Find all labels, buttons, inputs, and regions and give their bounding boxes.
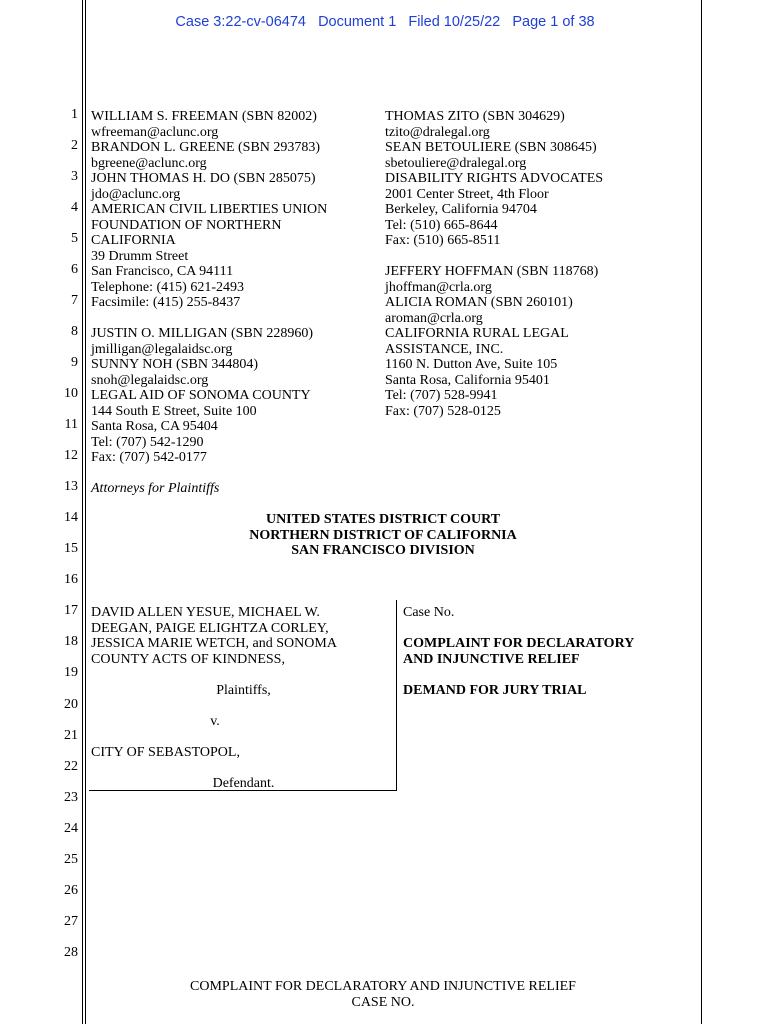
line-number: 18 xyxy=(64,634,78,649)
counsel-line: Santa Rosa, CA 95404 xyxy=(91,419,218,434)
counsel-line: sbetouliere@dralegal.org xyxy=(385,155,527,171)
counsel-line: THOMAS ZITO (SBN 304629) xyxy=(385,109,565,124)
left-counsel-block xyxy=(91,109,327,466)
counsel-line: Tel: (707) 542-1290 xyxy=(91,434,204,450)
footer-case-no: CASE NO. xyxy=(351,995,415,1010)
plaintiffs-line: JESSICA MARIE WETCH, and SONOMA xyxy=(91,636,337,651)
line-number: 11 xyxy=(64,417,78,432)
court-district: NORTHERN DISTRICT OF CALIFORNIA xyxy=(249,527,517,543)
line-number: 22 xyxy=(64,759,78,774)
counsel-line: JEFFERY HOFFMAN (SBN 118768) xyxy=(385,264,599,279)
attorneys-for-plaintiffs: Attorneys for Plaintiffs xyxy=(91,481,220,496)
counsel-line: 144 South E Street, Suite 100 xyxy=(91,403,257,419)
line-number: 17 xyxy=(64,603,78,618)
line-number: 3 xyxy=(71,169,78,184)
counsel-line: wfreeman@aclunc.org xyxy=(91,124,219,140)
line-number: 13 xyxy=(64,479,78,494)
footer-title: COMPLAINT FOR DECLARATORY AND INJUNCTIVE RELIEF xyxy=(190,979,576,994)
line-number: 9 xyxy=(71,355,78,370)
counsel-line: Santa Rosa, California 95401 xyxy=(385,372,550,388)
counsel-line: AMERICAN CIVIL LIBERTIES UNION xyxy=(91,202,328,217)
line-number: 5 xyxy=(71,231,78,246)
plaintiffs-line: DEEGAN, PAIGE ELIGHTZA CORLEY, xyxy=(91,620,329,636)
counsel-line: Telephone: (415) 621-2493 xyxy=(91,279,244,295)
counsel-line: tzito@dralegal.org xyxy=(385,124,490,140)
line-number: 21 xyxy=(64,728,78,743)
line-number: 15 xyxy=(64,541,78,556)
versus-label: v. xyxy=(210,714,220,729)
counsel-line: DISABILITY RIGHTS ADVOCATES xyxy=(385,171,604,186)
counsel-line: jmilligan@legalaidsc.org xyxy=(91,341,233,357)
counsel-line: JOHN THOMAS H. DO (SBN 285075) xyxy=(91,171,316,186)
right-counsel-block xyxy=(385,109,603,419)
complaint-title-line: AND INJUNCTIVE RELIEF xyxy=(403,651,580,667)
plaintiffs-label: Plaintiffs, xyxy=(216,683,271,698)
line-number: 26 xyxy=(64,883,78,898)
counsel-line: Tel: (510) 665-8644 xyxy=(385,217,498,233)
line-number: 25 xyxy=(64,852,78,867)
right-margin-rule xyxy=(701,0,702,1024)
counsel-line: Tel: (707) 528-9941 xyxy=(385,388,498,403)
case-header: Case 3:22-cv-06474 Document 1 Filed 10/25/22 Page 1 of 38 xyxy=(175,14,595,30)
counsel-line: WILLIAM S. FREEMAN (SBN 82002) xyxy=(91,109,317,124)
counsel-line: SUNNY NOH (SBN 344804) xyxy=(91,357,259,372)
counsel-line: BRANDON L. GREENE (SBN 293783) xyxy=(91,140,321,155)
counsel-line: jhoffman@crla.org xyxy=(385,279,492,295)
counsel-line: Berkeley, California 94704 xyxy=(385,202,537,217)
line-number: 16 xyxy=(64,572,78,587)
counsel-line: 1160 N. Dutton Ave, Suite 105 xyxy=(385,357,558,372)
counsel-line: Fax: (707) 542-0177 xyxy=(91,450,207,465)
counsel-line: jdo@aclunc.org xyxy=(91,186,181,202)
plaintiffs-line: DAVID ALLEN YESUE, MICHAEL W. xyxy=(91,605,320,620)
counsel-line: SEAN BETOULIERE (SBN 308645) xyxy=(385,140,597,155)
counsel-line: Facsimile: (415) 255-8437 xyxy=(91,295,241,310)
line-number: 4 xyxy=(71,200,78,215)
counsel-line: CALIFORNIA RURAL LEGAL xyxy=(385,326,569,341)
case-number-label: Case No. xyxy=(403,605,455,620)
complaint-title-line: COMPLAINT FOR DECLARATORY xyxy=(403,636,635,651)
line-number: 2 xyxy=(71,138,78,153)
counsel-line: bgreene@aclunc.org xyxy=(91,155,207,171)
line-number: 8 xyxy=(71,324,78,339)
line-number: 14 xyxy=(64,510,78,525)
court-division: SAN FRANCISCO DIVISION xyxy=(291,543,475,558)
counsel-line: San Francisco, CA 94111 xyxy=(91,264,234,279)
counsel-line: Fax: (707) 528-0125 xyxy=(385,403,501,419)
counsel-line: FOUNDATION OF NORTHERN xyxy=(91,217,282,233)
counsel-line xyxy=(91,311,327,327)
line-number: 20 xyxy=(64,697,78,712)
counsel-line: LEGAL AID OF SONOMA COUNTY xyxy=(91,388,311,403)
line-number: 23 xyxy=(64,790,78,805)
line-number: 27 xyxy=(64,914,78,929)
counsel-line: aroman@crla.org xyxy=(385,310,483,326)
counsel-line: 2001 Center Street, 4th Floor xyxy=(385,186,549,202)
counsel-line: JUSTIN O. MILLIGAN (SBN 228960) xyxy=(91,326,314,341)
counsel-line: snoh@legalaidsc.org xyxy=(91,372,209,388)
counsel-line: 39 Drumm Street xyxy=(91,248,189,264)
defendant-label: Defendant. xyxy=(212,776,275,791)
page-footer xyxy=(83,979,683,1011)
line-number: 28 xyxy=(64,945,78,960)
line-number: 24 xyxy=(64,821,78,836)
court-name: UNITED STATES DISTRICT COURT xyxy=(265,512,501,527)
line-number: 1 xyxy=(71,107,78,122)
counsel-line xyxy=(385,249,603,265)
defendant-name: CITY OF SEBASTOPOL, xyxy=(91,745,240,760)
counsel-line: Fax: (510) 665-8511 xyxy=(385,233,501,248)
line-number: 12 xyxy=(64,448,78,463)
court-heading xyxy=(83,512,683,559)
counsel-line: ALICIA ROMAN (SBN 260101) xyxy=(385,295,573,310)
line-number: 6 xyxy=(71,262,78,277)
line-number: 7 xyxy=(71,293,78,308)
complaint-title xyxy=(403,636,634,667)
line-number: 19 xyxy=(64,665,78,680)
line-number: 10 xyxy=(64,386,78,401)
counsel-line: CALIFORNIA xyxy=(91,233,176,248)
counsel-line: ASSISTANCE, INC. xyxy=(385,341,504,357)
jury-demand: DEMAND FOR JURY TRIAL xyxy=(403,683,587,698)
plaintiffs-names xyxy=(91,605,337,667)
plaintiffs-line: COUNTY ACTS OF KINDNESS, xyxy=(91,651,285,667)
